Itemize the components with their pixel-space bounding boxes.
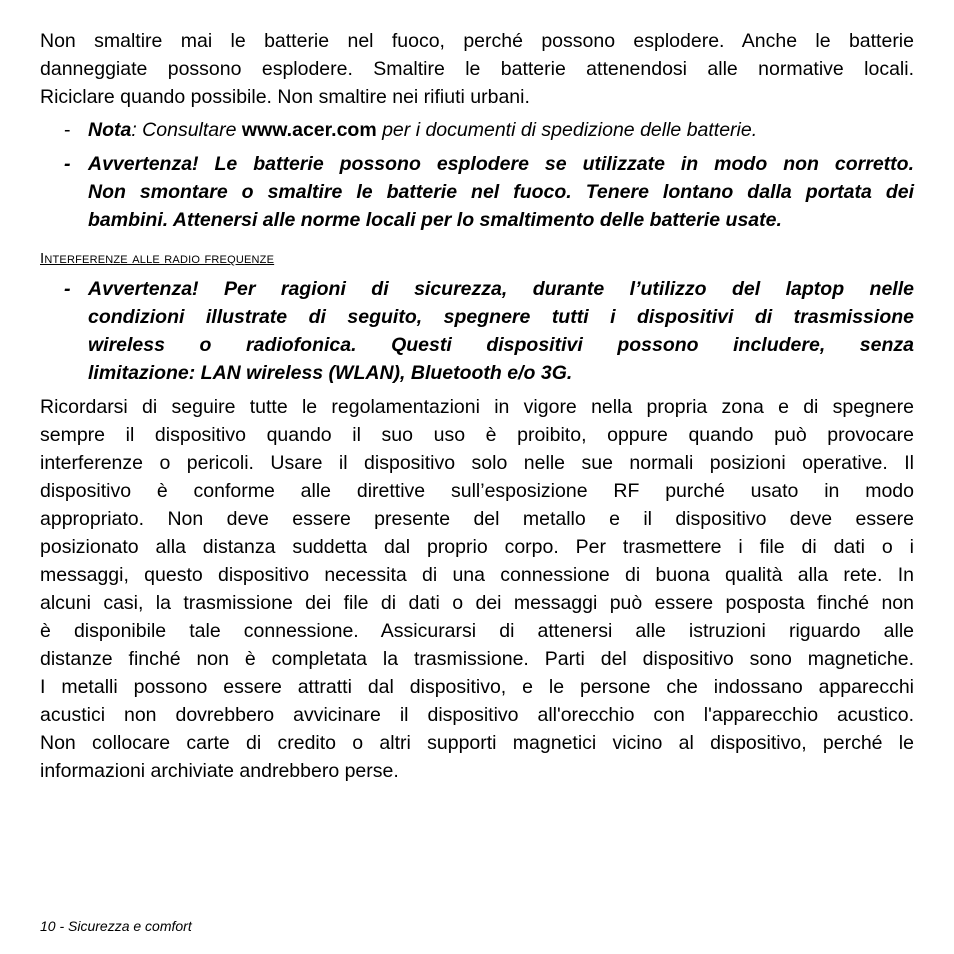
text-line: interferenze o pericoli. Usare il dispositivo solo nelle sue normali posizioni operative. Il <box>40 452 914 474</box>
text-line: danneggiate possono esplodere. Smaltire le batterie attenendosi alle normative locali. <box>40 58 914 80</box>
text-line: posizionato alla distanza suddetta dal proprio corpo. Per trasmettere i file di dati o i <box>40 536 914 558</box>
note-text: : Consultare <box>131 119 242 141</box>
text-line: wireless o radiofonica. Questi dispositivi possono includere, senza <box>88 334 914 356</box>
paragraph-battery-disposal <box>40 27 914 111</box>
bullet-dash: - <box>64 119 71 141</box>
text-line: distanze finché non è completata la trasmissione. Parti del dispositivo sono magnetiche. <box>40 648 914 670</box>
bullet-dash: - <box>64 153 71 175</box>
note-line <box>88 116 914 144</box>
text-line: Avvertenza! Per ragioni di sicurezza, durante l’utilizzo del laptop nelle <box>88 278 914 300</box>
note-text-end: per i documenti di spedizione delle batterie. <box>376 119 758 141</box>
note-bullet <box>40 116 914 144</box>
page-footer: 10 - Sicurezza e comfort <box>40 918 192 934</box>
text-line: Avvertenza! Le batterie possono esplodere se utilizzate in modo non corretto. <box>88 153 914 175</box>
text-line: è disponibile tale connessione. Assicurarsi di attenersi alle istruzioni riguardo alle <box>40 620 914 642</box>
warning-battery-text <box>88 150 914 234</box>
text-line: Non smontare o smaltire le batterie nel fuoco. Tenere lontano dalla portata dei <box>88 181 914 203</box>
text-line: informazioni archiviate andrebbero perse. <box>40 760 399 782</box>
text-line: acustici non dovrebbero avvicinare il dispositivo all'orecchio con l'apparecchio acustico. <box>40 704 914 726</box>
warning-radio-bullet <box>40 275 914 387</box>
bullet-dash: - <box>64 278 71 300</box>
text-line: Non smaltire mai le batterie nel fuoco, perché possono esplodere. Anche le batterie <box>40 30 914 52</box>
text-line: bambini. Attenersi alle norme locali per lo smaltimento delle batterie usate. <box>88 209 782 231</box>
text-line: Ricordarsi di seguire tutte le regolamentazioni in vigore nella propria zona e di spegnere <box>40 396 914 418</box>
text-line: Non collocare carte di credito o altri supporti magnetici vicino al dispositivo, perché le <box>40 732 914 754</box>
text-line: messaggi, questo dispositivo necessita di una connessione di buona qualità alla rete. In <box>40 564 914 586</box>
text-line: alcuni casi, la trasmissione dei file di dati o dei messaggi può essere posposta finché non <box>40 592 914 614</box>
text-line: dispositivo è conforme alle direttive sull’esposizione RF purché usato in modo <box>40 480 914 502</box>
text-line: sempre il dispositivo quando il suo uso è proibito, oppure quando può provocare <box>40 424 914 446</box>
paragraph-radio-regulations <box>40 393 914 785</box>
note-label: Nota <box>88 119 132 141</box>
section-heading-radio-interference: Interferenze alle radio frequenze <box>40 250 275 267</box>
text-line: Riciclare quando possibile. Non smaltire nei rifiuti urbani. <box>40 86 530 108</box>
acer-link[interactable]: www.acer.com <box>241 119 377 141</box>
text-line: I metalli possono essere attratti dal dispositivo, e le persone che indossano apparecchi <box>40 676 914 698</box>
warning-radio-text <box>88 275 914 387</box>
text-line: limitazione: LAN wireless (WLAN), Bluetooth e/o 3G. <box>88 362 573 384</box>
text-line: appropriato. Non deve essere presente del metallo e il dispositivo deve essere <box>40 508 914 530</box>
text-line: condizioni illustrate di seguito, spegnere tutti i dispositivi di trasmissione <box>88 306 914 328</box>
warning-battery-bullet <box>40 150 914 234</box>
